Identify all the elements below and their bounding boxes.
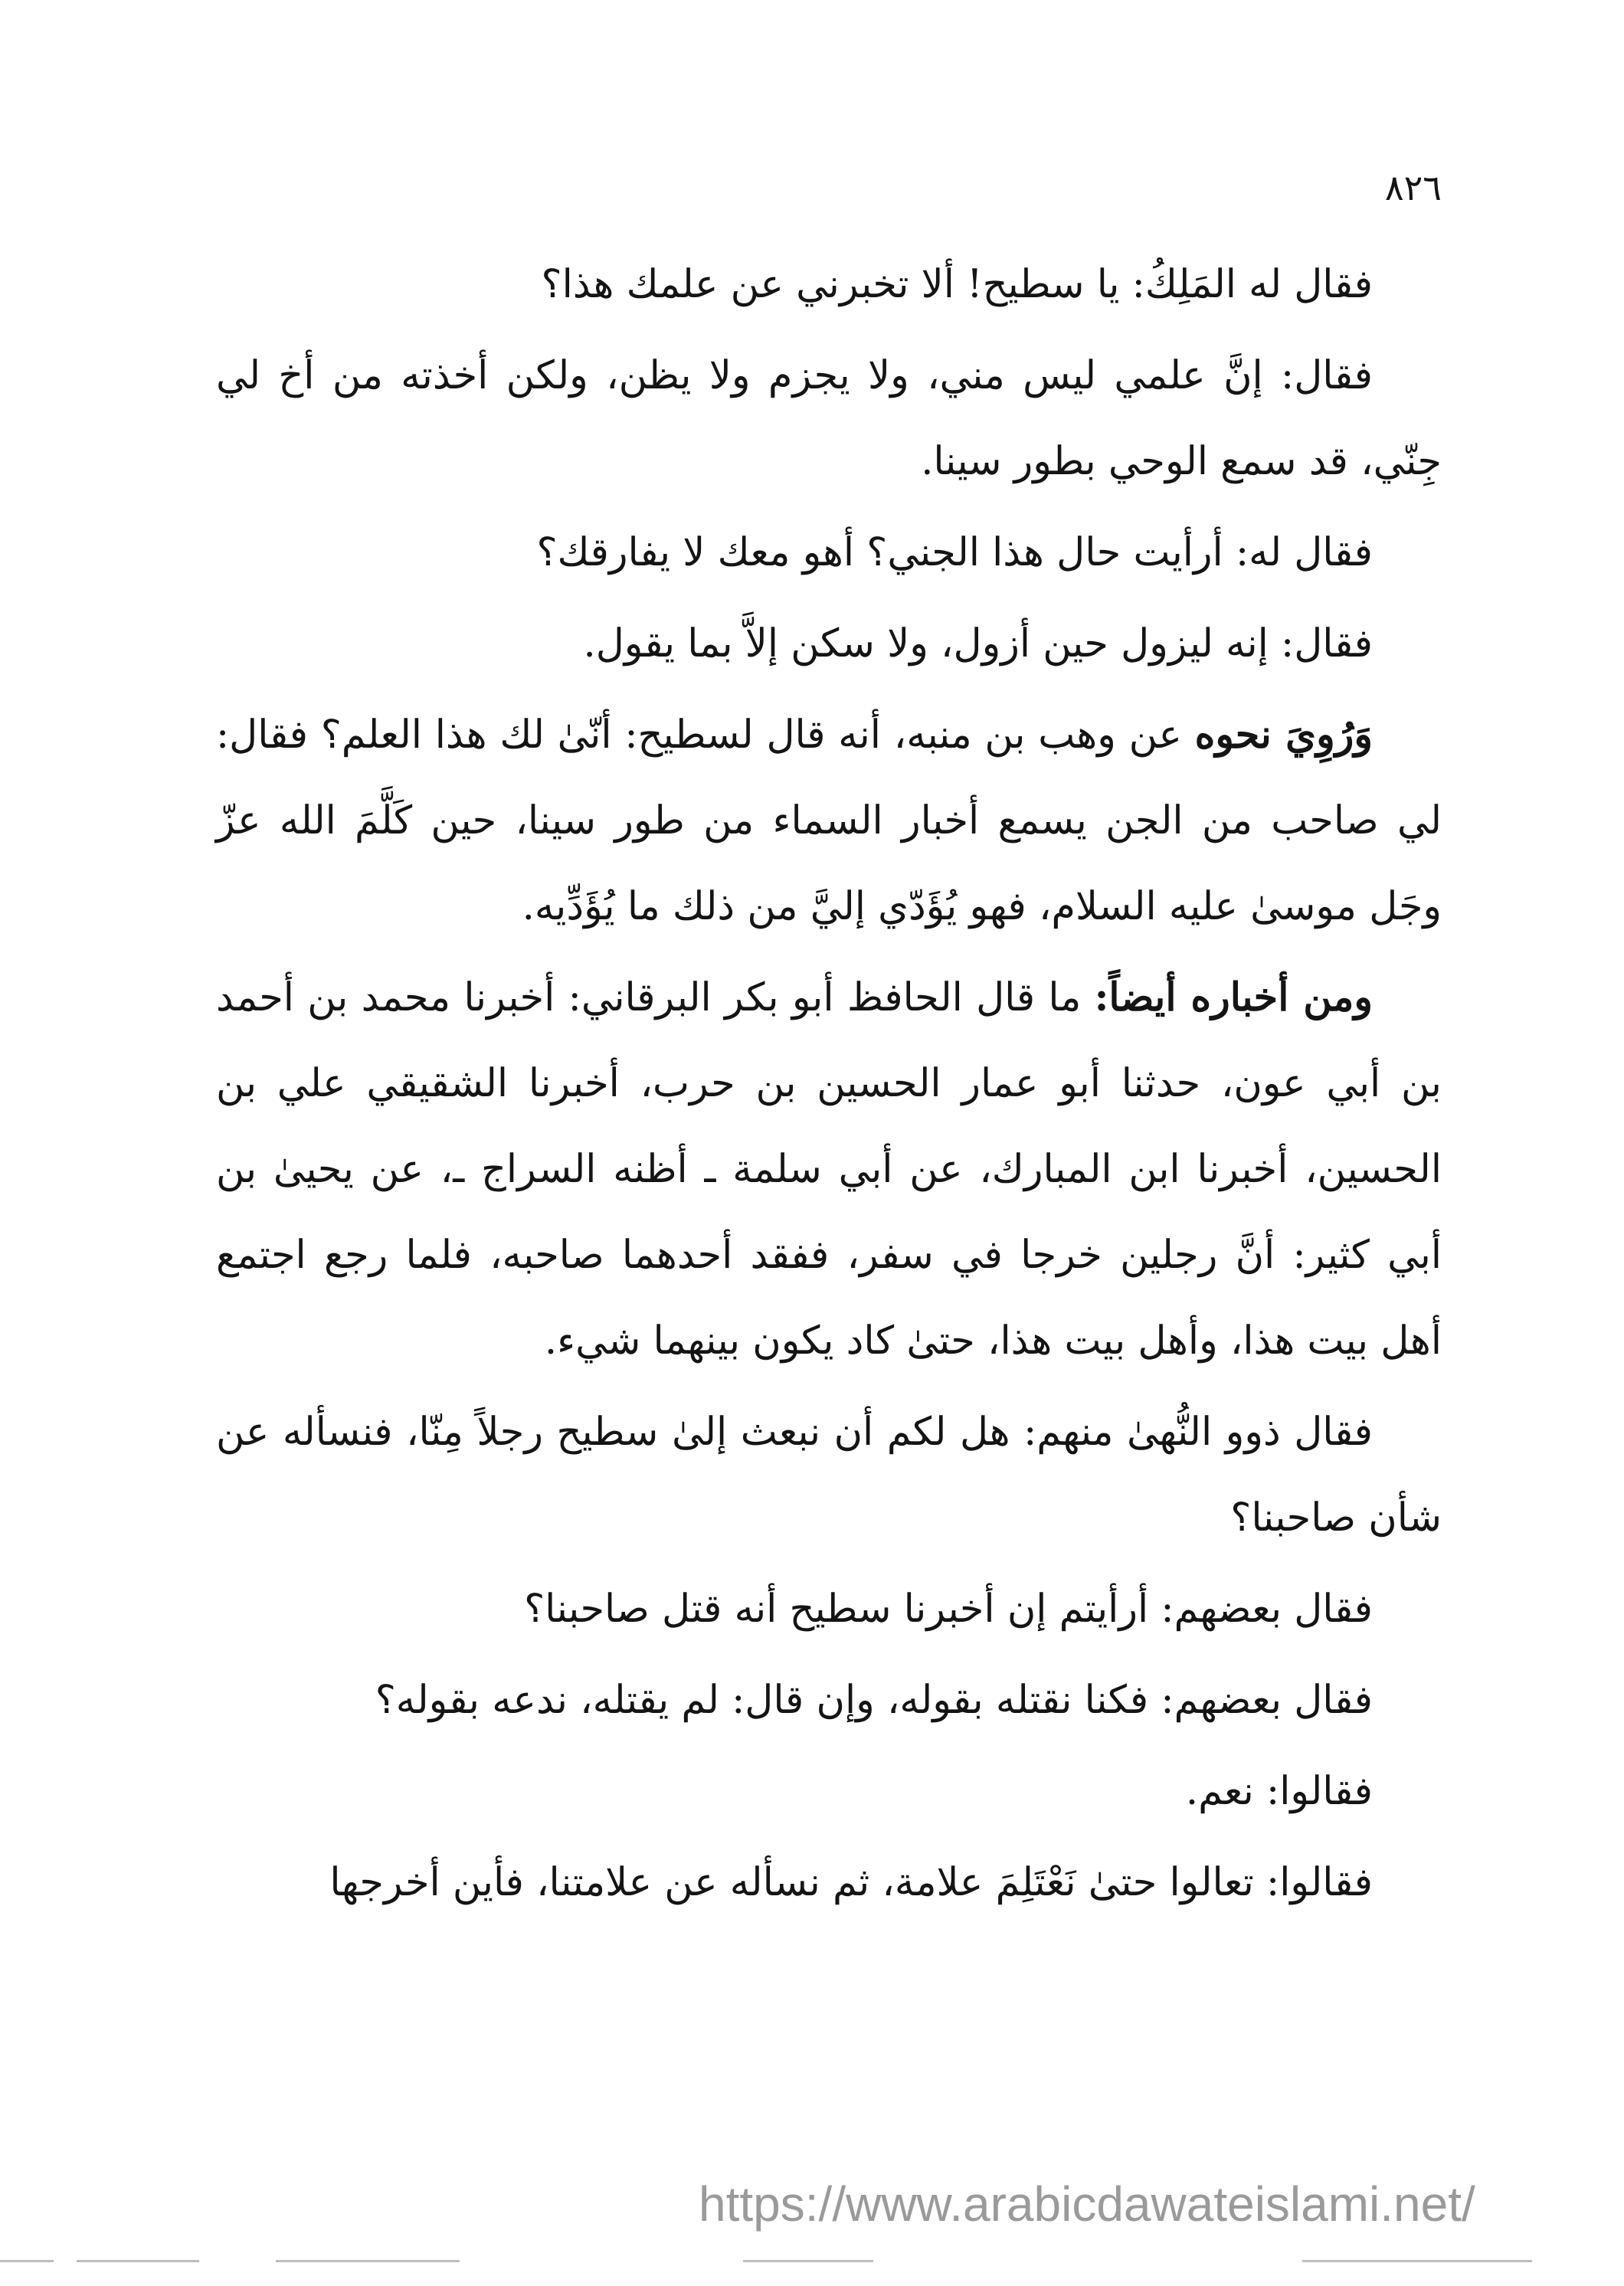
paragraph: [216, 692, 1442, 950]
paragraph-lead: ومن أخباره أيضاً:: [1094, 974, 1373, 1020]
scan-edge-rule: [77, 2260, 199, 2262]
paragraph: [216, 509, 1442, 596]
paragraph-text: فقالوا: تعالوا حتىٰ نَعْتَلِمَ علامة، ثم نسأله عن علامتنا، فأين أخرجها: [329, 1860, 1373, 1905]
paragraph: [216, 601, 1442, 687]
paragraph: [216, 1389, 1442, 1561]
scan-edge-rule: [276, 2260, 460, 2262]
scan-edge-rule: [743, 2260, 873, 2262]
scan-edge-rule: [1302, 2260, 1532, 2262]
paragraph-text: فقال بعضهم: أرأيتم إن أخبرنا سطيح أنه قتل صاحبنا؟: [524, 1587, 1373, 1632]
paragraph-text: فقال له: أرأيت حال هذا الجني؟ أهو معك لا يفارقك؟: [536, 530, 1373, 575]
paragraph: [216, 332, 1442, 505]
paragraph-text: فقال ذوو النُّهىٰ منهم: هل لكم أن نبعث إلىٰ سطيح رجلاً مِنّا، فنسأله عن شأن صاحبنا؟: [216, 1410, 1442, 1541]
paragraph-text: عن وهب بن منبه، أنه قال لسطيح: أنّىٰ لك هذا العلم؟ فقال: لي صاحب من الجن يسمع أخبار السماء من طور سينا، حين كَلَّمَ الله عزّ وجَل موسىٰ عليه السلام، فهو يُؤَدّي إليَّ من ذلك ما يُؤَدِّيه.: [216, 712, 1442, 929]
paragraph-lead: وَرُوِيَ نحوه: [1194, 712, 1373, 758]
paragraph: [216, 1748, 1442, 1835]
paragraph-text: فقال له المَلِكُ: يا سطيح! ألا تخبرني عن علمك هذا؟: [541, 262, 1373, 307]
paragraph-text: فقال بعضهم: فكنا نقتله بقوله، وإن قال: لم يقتله، ندعه بقوله؟: [375, 1678, 1373, 1723]
paragraph-text: ما قال الحافظ أبو بكر البرقاني: أخبرنا محمد بن أحمد بن أبي عون، حدثنا أبو عمار الحسين بن حرب، أخبرنا الشقيقي علي بن الحسين، أخبرنا ابن المبارك، عن أبي سلمة ـ أظنه السراج ـ، عن يحيىٰ بن أبي كثير: أنَّ رجلين خرجا في سفر، ففقد أحدهما صاحبه، فلما رجع اجتمع أهل بيت هذا، وأهل بيت هذا، حتىٰ كاد يكون بينهما شيء.: [216, 975, 1442, 1364]
paragraph: [216, 1657, 1442, 1744]
page-number: ٨٢٦: [1384, 167, 1442, 208]
scan-edge-rule: [0, 2260, 54, 2262]
body-text: [216, 241, 1442, 1931]
paragraph: [216, 955, 1442, 1384]
paragraph: [216, 1839, 1442, 1926]
paragraph-text: فقال: إنَّ علمي ليس مني، ولا يجزم ولا يظن، ولكن أخذته من أخ لي جِنّي، قد سمع الوحي بطور سينا.: [216, 353, 1442, 484]
paragraph-text: فقالوا: نعم.: [1185, 1769, 1373, 1814]
paragraph: [216, 1566, 1442, 1652]
source-url-watermark: https://www.arabicdawateislami.net/: [699, 2176, 1475, 2232]
paragraph: [216, 241, 1442, 328]
paragraph-text: فقال: إنه ليزول حين أزول، ولا سكن إلاَّ بما يقول.: [583, 621, 1373, 666]
